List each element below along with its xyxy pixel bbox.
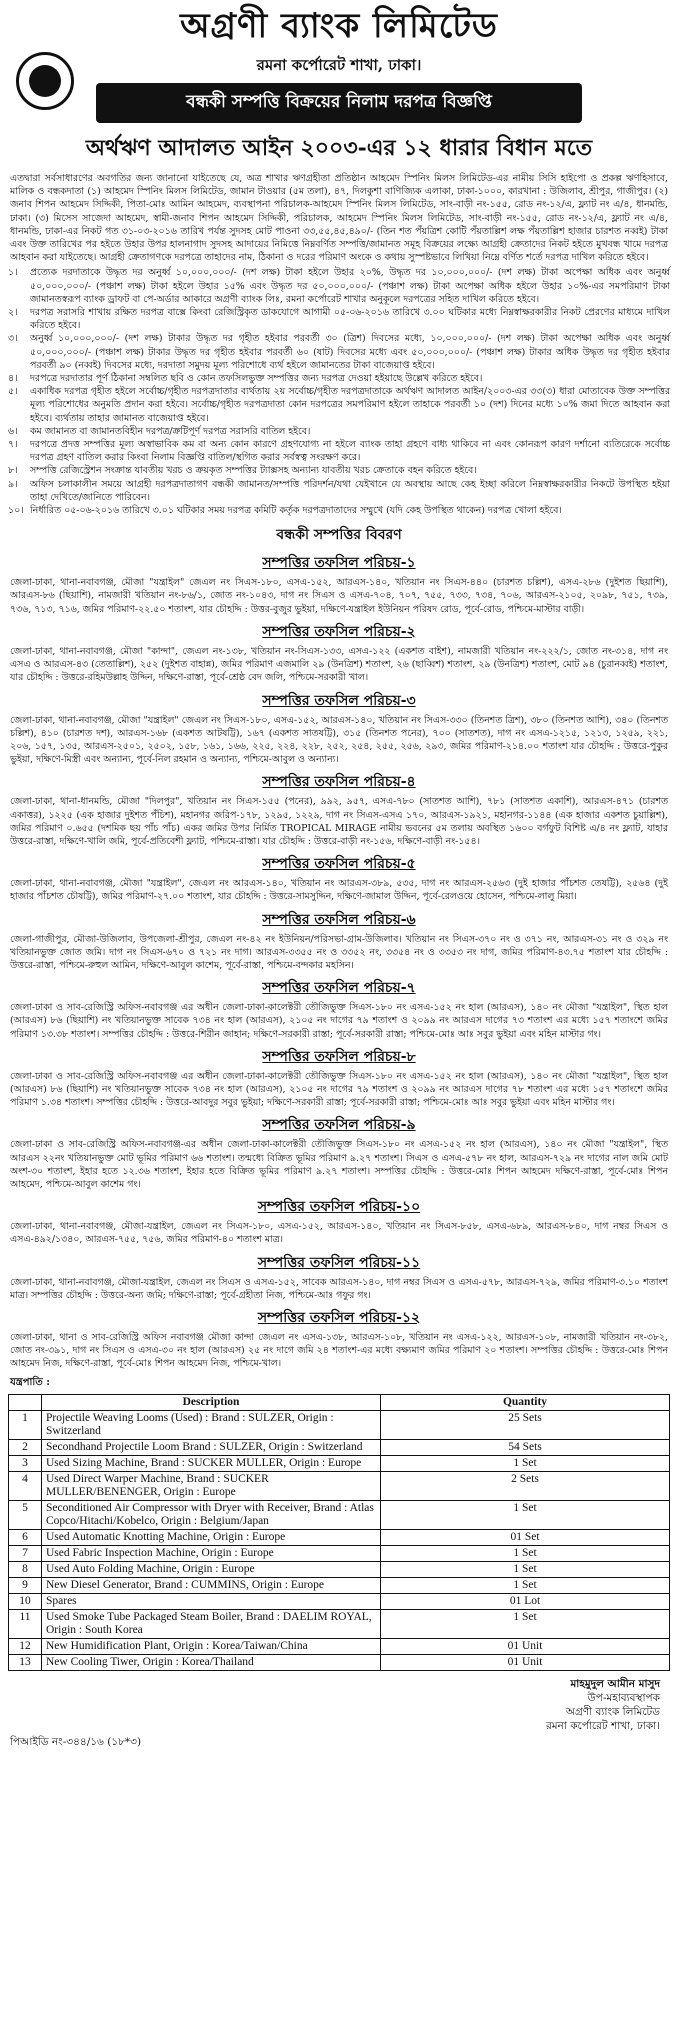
- property-section: [8, 689, 670, 767]
- signature-block: [8, 1677, 660, 1733]
- intro-paragraph: এতদ্বারা সর্বসাধারণের অবগতির জন্য জানানো যাইতেছে যে, অত্র শাখার ঋণগ্রহীতা প্রতিষ্ঠান আহমেদ স্পিনিং মিলস লিমিটেড-এর নামীয় সিসি হাইপো ও প্রকল্প ঋণহিসাবে, মালিক ও বন্ধকদাতা (১) আহমেদ স্পিনিং মিলস লিমিটেড, জামান টাওয়ার (৫ম তলা), ৪৭, দিলকুশা বাণিজ্যিক এলাকা, ঢাকা-১০০০, কারখানা : উজিলাব, শ্রীপুর, গাজীপুর। (২) জনাব শিপন আহমেদ সিদ্দিকী, পিতা-মোঃ আমিন আহমেদ, ব্যবস্থাপনা পরিচালক-আহমেদ স্পিনিং মিলস লিমিটেড, সাং-বাড়ী নং-১৫৫, রোড নং-১২/এ, ফ্ল্যাট নং এ/৪, ধানমন্ডি, ঢাকা। (৩) মিসেস সাজেদা আহমেদ, স্বামী-জনাব শিপন আহমেদ সিদ্দিকী, পরিচালক, আহমেদ স্পিনিং মিলস লিমিটেড, সাং-বাড়ী নং-১৫৫, রোড নং-১২/এ, ফ্ল্যাট নং এ/৪, ধানমন্ডি, ঢাকা-এর নিকট গত ৩১-০৩-২০১৬ তারিখ পর্যন্ত সুদসহ মোট পাওনা ৩৩,৫৫,৪৫,৪৯০/- (তিন শত পঁয়ত্রিশ কোটি পঁয়তাল্লিশ লক্ষ পঁয়তাল্লিশ হাজার চারশত নব্বই) টাকা এবং উক্ত তারিখের পর হইতে উহার উপর হালনাগাদ সুদসহ আদায়ের নিমিত্তে নিম্নবর্ণিত সম্পত্তি/জামানত সমূহ বিক্রয়ের লক্ষ্যে আগ্রহী ক্রেতাদের নিকট হইতে মুখবন্ধ খামে দরপত্র আহবান করা যাইতেছে। আগ্রহী ক্রেতাগণকে দরপত্রে তাহাদের নাম, ঠিকানা ও দরের পরিমাণ অংকে ও কথায় সুস্পষ্টভাবে লিখিয়া নিম্নে বর্ণিত শর্তে দরপত্র দাখিল করিতে হইবে।: [10, 173, 668, 264]
- section-title: সম্পত্তির তফসিল পরিচয়-৭: [262, 980, 416, 997]
- term-item: ৩। অনুর্ধ্ব ১০,০০০,০০০/- (দশ লক্ষ) টাকার উদ্ধৃত দর গৃহীত হইবার পরবর্তী ৩০ (ত্রিশ) দিবসের মধ্যে, ১০,০০০,০০০/- (দশ লক্ষ) টাকা অপেক্ষা অধিক এবং অনুর্ধ্ব ৫০,০০০,০০০/- (পঞ্চাশ লক্ষ) টাকার উদ্ধৃত দর গৃহীত হইবার পরবর্তী ৬০ (ষাট) দিবসের মধ্যে এবং ৫০,০০০,০০০/- (পঞ্চাশ লক্ষ) টাকার অধিক উদ্ধৃত দর গৃহীত হইবার পরবর্তী ৯০ (নব্বই) দিবসের মধ্যে, দরদাতা সমুদয় মূল্য পরিশোধে ব্যর্থ হইলে জামানতের টাকা বাজেয়াপ্ত হইবে।: [8, 333, 670, 371]
- section-body: জেলা-ঢাকা ও সাব-রেজিস্ট্রি অফিস-নবাবগঞ্জ এর অধীন জেলা-ঢাকা-কালেক্টরী তৌজিভুক্ত সিএস-১৮০ নং এসএ-১৫২ নং হাল (আরএস), ১৪০ নং মৌজা "যন্ত্রাইল", স্থিত হাল (আরএস) ৮৬ (ছিয়াশি) নং খতিয়ানভুক্ত সাবেক ৭৩৪ নং হাল (আরএস), ২১০৫ নং দাগের ৭৯ শতাংশ ও ২০৯৯ নং আরএস দাগের ৭৮ শতাংশ এর মধ্যে ১৫৭ শতাংশে জমির পরিমাণ ১.৩৪ শতাংশ। সম্পত্তির চৌহদ্দি : উত্তরে-আবদুর সবুর ভুইয়া; দক্ষিণে-সরকারী রাস্তা; পূর্বে-সরকারী রাস্তা; পশ্চিমে-মোঃ আঃ সবুর ভুইয়া এবং মহিন মাস্টার গং।: [10, 1070, 668, 1109]
- table-row: 7 Used Fabric Inspection Machine, Origin : Europe 1 Set: [9, 1545, 670, 1561]
- term-item: ১। প্রত্যেক দরদাতাকে উদ্ধৃত দর অনুর্ধ্ব ১০,০০০,০০০/- (দশ লক্ষ) টাকা হইলে উহার ২০%, উদ্ধৃত দর ১০,০০০,০০০/- (দশ লক্ষ) টাকা অপেক্ষা অধিক এবং অনুর্ধ্ব ৫০,০০০,০০০/- (পঞ্চাশ লক্ষ) টাকা হইলে উহার ১৫% এবং উদ্ধৃত দর ৫০,০০০,০০০/- (পঞ্চাশ লক্ষ) টাকা অপেক্ষা অধিক হইলে উহার ১০%-এর সমপরিমাণ টাকা জামানতস্বরূপ ব্যাংক ড্রাফট বা পে-অর্ডার আকারে অগ্রণী ব্যাংক লিঃ, রমনা কর্পোরেট শাখার অনুকূলে দরপত্রের সহিত দাখিল করিতে হইবে।: [8, 267, 670, 305]
- section-body: জেলা-ঢাকা, থানা-নবাবগঞ্জ, মৌজা "যন্ত্রাইল", জেএল নং আরএস-১৪০, খতিয়ান নং আরএস-৩৮৯, ৫৩৫, দাগ নং আরএস-২৫৬৩ (দুই হাজার পাঁচশত তেষট্টি), ২৫৬৪ (দুই হাজার পাঁচশত চৌষট্টি), জমির পরিমাণ-২৭.০০ শতাংশ, যার চৌহদ্দি : উত্তরে-সামসুদ্দিন, দক্ষিণে-জামাল উদ্দিন, পূর্বে-রেলওয়ে হোসেন, পশ্চিমে-লালু মিয়া।: [10, 878, 668, 903]
- property-section: [8, 620, 670, 685]
- section-title: সম্পত্তির তফসিল পরিচয়-৯: [262, 1117, 416, 1134]
- table-header-row: [9, 1394, 670, 1410]
- quantity-header: Quantity: [381, 1394, 670, 1410]
- table-row: 3 Used Sizing Machine, Brand : SUCKER MULLER, Origin : Europe 1 Set: [9, 1455, 670, 1471]
- table-row: 2 Secondhand Projectile Loom Brand : SULZER, Origin : Switzerland 54 Sets: [9, 1439, 670, 1455]
- table-row: 12 New Humidification Plant, Origin : Korea/Taiwan/China 01 Unit: [9, 1638, 670, 1654]
- section-body: জেলা-ঢাকা, থানা-নবাবগঞ্জ, মৌজা "কান্দা", জেএল নং-১৩৮, খতিয়ান নং-সিএস-১৩৩, এসএ-১২২ (একশত বাইশ), নামজারী খতিয়ান নং-২২২/১, জোত নং-৩১৪, দাগ নং এসএ ও আরএস-৪৩ (তেতাল্লিশ), ২৫২ (দুইশত বাহান্ন), জমির পরিমাণ এজমালি ২৯ (উনত্রিশ) শতাংশ, ২৬ (ছাব্বিশ) শতাংশ, ২৯ (উনত্রিশ) শতাংশ, মোট ৯৪ (চুরানব্বই) শতাংশ, যার চৌহদ্দি : উত্তরে-রহিমউল্লাহ উদ্দিন, দক্ষিণে-রাস্তা, পূর্বে-শ্রেষ্ঠ বেদ জলি, পশ্চিমে-সরকারী খাল।: [10, 645, 668, 684]
- section-body: জেলা-গাজীপুর, মৌজা-উজিলাব, উপজেলা-শ্রীপুর, জেএল নং-৪২ নং ইউনিয়ন/পরিসভা-গ্রাম-উজিলাব। খতিয়ান নং সিএস-৩৭০ নং ও ৩৭১ নং, আরএস-৩১ নং ও ৩২৯ নং খতিয়ানভুক্ত জোত জমি। দাগ নং সিএস-৬৭০ ও ৭২১ নং দাগ। আরএস-৩৩৫৫ নং ও ৩৩৫২ নং, ৩৩৫৪ নং ও ৩৩৫৩ নং দাগ, জমির পরিমাণ-৪৩.৭৫ শতাংশ যার চৌহদ্দি : উত্তরে-রাস্তা, পশ্চিমে-রুহুল আমিন, দক্ষিণে-আবুল কাশেম, পূর্বে-রাস্তা, পশ্চিমে-বন্দকার মহসিন।: [10, 933, 668, 971]
- bank-logo: [16, 52, 74, 110]
- table-row: 10 Spares 01 Lot: [9, 1593, 670, 1609]
- section-body: জেলা-ঢাকা ও সাব-রেজিস্ট্রি অফিস-নবাবগঞ্জ-এর অধীন জেলা-ঢাকা-কালেক্টরী তৌজিভুক্ত সিএস-১৮০ নং এসএ-১৫২ নং হাল (আরএস), ১৪০ নং মৌজা "যন্ত্রাইল", স্থিত আরএস ২২নং খতিয়ানভুক্ত মোট ভূমির পরিমাণ ৬৬ শতাংশ। তন্মধ্যে বিক্রিত ভূমির পরিমাণ ৯.২৭ শতাংশ। সিএস ও এসএ-৫৭৮ নং হাল, আরএস-৭২৯ নং দাগের নাল জমি মোট অংশ-৩০ শতাংশ, ইহার হতে ১২.৩৬ শতাংশ, ইহার হতে বিক্রিত ভূমির পরিমাণ ৯.২৭ শতাংশ। সম্পত্তির চৌহদ্দি : উত্তরে-মোঃ শিপন আহমেদ দক্ষিণে-রাস্তা, পূর্বে-মোঃ শিপন আহমেদ, পশ্চিমে-আবুল কাশেম গং।: [10, 1139, 668, 1190]
- term-item: ৯। অফিস চলাকালীন সময়ে আগ্রহী দরপত্রদাতাগণ বন্ধকী জামানত/সম্পত্তি পরিদর্শন/যথা যেইখানে যে অবস্থায় আছে কেহ ইচ্ছা করিলে নিম্নস্বাক্ষরকারীর নিকটে উপস্থিত হইয়া তাহা দেখিতে/জানিতে পারিবেন।: [8, 478, 670, 503]
- section-body: জেলা-ঢাকা, থানা ও সাব-রেজিস্ট্রি অফিস নবাবগঞ্জ মৌজা কান্দা জেএল নং এসএ-১৩৮, আরএস-১০৮, খতিয়ান নং এসএ-১২২, আরএস-১০৮, নামজারী খতিয়ান নং-৩৮২, জোত নং-৩৯১, দাগ নং সিএস ও এসএ-৩০ নং হাল (আরএস) ২৫ নং দাগে জমি ২৪ শতাংশ-এর মধ্যে বক্ষ্যমাণ জমির পরিমাণ ২০ শতাংশ। সম্পত্তির চৌহদ্দি : উত্তরে-মোঃ শিপন আহমেদ নিজ, দক্ষিণে-রাস্তা, পূর্বে-মোঃ শিপন আহমেদ নিজ, পশ্চিমে-খাল।: [10, 1331, 668, 1370]
- section-body: জেলা-ঢাকা, থানা-নবাবগঞ্জ, মৌজা "যন্ত্রাইল" জেএল নং সিএস-১৮০, এসএ-১৫২, আরএস-১৪০, খতিয়ান নং সিএস-৩৩০ (তিনশত ত্রিশ), ৩৮০ (তিনশত আশি), ৩৪০ (তিনশত চল্লিশ), ৪১০ (চারশত দশ), আরএস-১৬৮ (একশত আটষট্টি), ১৬৭ (একশত সাতষট্টি), ৩১৫ (তিনশত পনের), ৭০০ (সাতশত), দাগ নং এসএ-১২১৫, ১২১৩, ১২৫৯, ২২১, ২০৬, ১৫৭, ১৩৫, আরএস-২৫০১, ২৫০২, ১৫৮, ১৬১, ১৬৬, ২২৫, ২২৪, ২২৮, ২৫২, ২৫৪, ২৫৫, ২৫৬, ২৯৩, জমির পরিমাণ-২১৪.০০ শতাংশ যার চৌহদ্দি : উত্তরে-পুকুর ভুইয়া, দক্ষিণে-মিস্ত্রী এবং অন্যান্য, পূর্বে-নিল রহমান ও অন্যান্য, পশ্চিমে-আবুল ও অন্যান্য।: [10, 714, 668, 766]
- tender-notice: [8, 0, 670, 1752]
- term-item: ৭। দরপত্রে প্রদত্ত সম্পত্তির মূল্য অস্বাভাবিক কম বা অন্য কোন কারণে গ্রহণযোগ্য না হইলে ব্যাংক তাহা গ্রহণে বাধ্য থাকিবে না এবং কোনরূপ কারণ দর্শানো ব্যতিরেকে সর্বোচ্চ দরপত্র গ্রহণ বাতিল করার কিংবা নিলাম বিজ্ঞপ্তি বাতিল/স্থগিত করার সর্বস্বত্ব সংরক্ষণ করে।: [8, 439, 670, 464]
- property-section: [8, 908, 670, 973]
- section-title: সম্পত্তির তফসিল পরিচয়-২: [262, 623, 416, 640]
- signatory-bank: অগ্রণী ব্যাংক লিমিটেড: [565, 1705, 660, 1718]
- table-row: 13 New Cooling Tiwer, Origin : Korea/Thailand 01 Unit: [9, 1654, 670, 1670]
- section-title: সম্পত্তির তফসিল পরিচয়-৪: [262, 774, 416, 791]
- section-title: সম্পত্তির তফসিল পরিচয়-৫: [262, 856, 416, 873]
- section-title: সম্পত্তির তফসিল পরিচয়-১০: [257, 1199, 421, 1216]
- section-body: জেলা-ঢাকা, থানা-নবাবগঞ্জ, মৌজা-যন্ত্রাইল, জেএল নং সিএস-১৮০, এসএ-১৫২, আরএস-১৪০, খতিয়ান নং সিএস-৮৫৮, এসএ-৬৮৯, আরএস-৮৪০, দাগ নম্বর সিএস ও এসএ-৪৯২/১৩৪০, আরএস-৭৫৫, ৭৫৬, জমির পরিমাণ-৪০ শতাংশ মাত্র।: [10, 1221, 668, 1246]
- section-body: জেলা-ঢাকা, থানা-নবাবগঞ্জ, মৌজা-যন্ত্রাইল, জেএল নং সিএস ও এসএ-১৫২, সাবেক আরএস-১৪০, দাগ নম্বর সিএস ও এসএ-৫৭৮, আরএস-৭২৯, জমির পরিমাণ-৩.১০ শতাংশ মাত্র। সম্পত্তির চৌহদ্দি : উত্তরে-অন্য জমি; দক্ষিণে-রাস্তা; পূর্বে-গ্রহীতা নিজ, পশ্চিমে-আঃ গফুর গং।: [10, 1276, 668, 1301]
- table-row: 1 Projectile Weaving Looms (Used) : Brand : SULZER, Origin : Switzerland 25 Sets: [9, 1410, 670, 1439]
- table-row: 9 New Diesel Generator, Brand : CUMMINS, Origin : Europe 1 Set: [9, 1577, 670, 1593]
- property-section: [8, 852, 670, 903]
- section-title: সম্পত্তির তফসিল পরিচয়-৩: [262, 692, 416, 709]
- branch-name: রমনা কর্পোরেট শাখা, ঢাকা।: [256, 56, 422, 74]
- notice-title: বন্ধকী সম্পত্তি বিক্রয়ের নিলাম দরপত্র বিজ্ঞপ্তি: [96, 83, 582, 123]
- signatory-name: মাহমুদুল আমীন মাসুদ: [570, 1677, 660, 1690]
- term-item: ৬। কম জামানত বা জামানতবিহীন দরপত্র/ক্রটিপূর্ণ দরপত্র সরাসরি বাতিল হইবে।: [8, 425, 311, 437]
- law-reference: অর্থঋণ আদালত আইন ২০০৩-এর ১২ ধারার বিধান মতে: [85, 135, 593, 161]
- section-title: সম্পত্তির তফসিল পরিচয়-৮: [262, 1048, 416, 1065]
- pid-reference: পিআইডি নং-৩৪৪/১৬ (১৮*৩): [10, 1735, 142, 1748]
- section-title: সম্পত্তির তফসিল পরিচয়-১: [262, 555, 416, 572]
- property-section: [8, 770, 670, 848]
- table-row: 6 Used Automatic Knotting Machine, Origin : Europe 01 Set: [9, 1529, 670, 1545]
- machinery-table: [8, 1394, 670, 1671]
- description-header: Description: [42, 1394, 381, 1410]
- table-row: 8 Used Auto Folding Machine, Origin : Europe 1 Set: [9, 1561, 670, 1577]
- signatory-designation: উপ-মহাব্যবস্থাপক: [587, 1691, 660, 1704]
- signatory-branch: রমনা কর্পোরেট শাখা, ঢাকা।: [545, 1719, 660, 1732]
- property-section: [8, 1045, 670, 1110]
- table-row: 4 Used Direct Warper Machine, Brand : SUCKER MULLER/BENENGER, Origin : Europe 2 Sets: [9, 1471, 670, 1500]
- table-row: 11 Used Smoke Tube Packaged Steam Boiler, Brand : DAELIM ROYAL, Origin : South Korea 1 Set: [9, 1609, 670, 1638]
- term-item: ২। দরপত্র সরাসরি শাখায় রক্ষিত দরপত্র বাক্সে কিংবা রেজিস্ট্রিকৃত ডাকযোগে আগামী ০৫-০৬-২০১৬ তারিখে ৩.০০ ঘটিকার মধ্যে নিম্নস্বাক্ষরকারীর নিকট প্রেরণের মাধ্যমে দাখিল করিতে হইবে।: [8, 307, 670, 332]
- terms-list: [8, 266, 670, 517]
- sl-header: [9, 1394, 42, 1410]
- property-section: [8, 1251, 670, 1302]
- property-section: [8, 1306, 670, 1371]
- property-section: [8, 976, 670, 1041]
- term-item: ১০। নির্ধারিত ০৫-০৬-২০১৬ তারিখে ৩.০১ ঘটিকার সময় দরপত্র কমিটি কর্তৃক দরপত্রদাতাদের সম্মুখে (যদি কেহ উপস্থিত থাকেন) দরপত্র খোলা হইবে।: [8, 505, 562, 517]
- machinery-label: যন্ত্রপাতি :: [10, 1376, 50, 1388]
- section-title: সম্পত্তির তফসিল পরিচয়-৬: [262, 911, 416, 928]
- bank-name: অগ্রণী ব্যাংক লিমিটেড: [180, 6, 498, 46]
- term-item: ৫। একাধিক দরপত্র গৃহীত হইলে সর্বোচ্চ/গৃহীত দরপত্রদাতার ব্যর্থতায় ২য় সর্বোচ্চ/গৃহীত দরপত্রদাতাকে অর্থঋণ আদালত আইন/২০০৩-এর ৩৩(৩) ধারা মোতাবেক উক্ত সম্পত্তির মূল্য পরিশোধের অনুমতি প্রদান করা হইবে। সর্বোচ্চ/গৃহীত দরপত্রদাতা কোন দরপত্রের সমপরিমাণ হইলে তাহাকে পরবর্তী ১০ (দশ) দিনের মধ্যে ১০% জমা দিতে আহবান করা হইবে। ব্যর্থতায় তাহার জামানত বাজেয়াপ্ত হইবে।: [8, 386, 670, 424]
- term-item: ৪। দরপত্রে দরদাতার পূর্ণ ঠিকানা সম্বলিত ছবি ও কোন তফসিলভুক্ত সম্পত্তির জন্য দরপত্র দেওয়া হইয়াছে উল্লেখ করিতে হইবে।: [8, 373, 483, 385]
- section-body: জেলা-ঢাকা ও সাব-রেজিস্ট্রি অফিস-নবাবগঞ্জ এর অধীন জেলা-ঢাকা-কালেক্টরী তৌজিভুক্ত সিএস-১৮০ নং এসএ-১৫২ নং হাল (আরএস), ১৪০ নং মৌজা "যন্ত্রাইল", স্থিত হাল (আরএস) ৮৬ (ছিয়াশি) নং খতিয়ানভুক্ত সাবেক ৭৩৪ নং হাল (আরএস), ২১০৫ নং দাগের ৭৯ শতাংশ ও ২০৯৯ নং আরএস দাগের ৭৩ শতাংশ এর মধ্যে ১৫৭ শতাংশে জমির পরিমাণ ১৩.৩৮ শতাংশ। সম্পত্তির চৌহদ্দি : উত্তরে-শিরীন জাহান; দক্ষিণে-সরকারী রাস্তা; পূর্বে-সরকারী রাস্তা; পশ্চিমে-মোঃ আঃ সবুর ভুইয়া এবং মহিন মাস্টার গং।: [10, 1002, 668, 1040]
- section-title: সম্পত্তির তফসিল পরিচয়-১১: [257, 1254, 421, 1271]
- section-body: জেলা-ঢাকা, থানা-নবাবগঞ্জ, মৌজা "যন্ত্রাইল" জেএল নং সিএস-১৮০, এসএ-১৫২, আরএস-১৪০, খতিয়ান নং সিএস-৪৪০ (চারশত চল্লিশ), এসএ-২৮৬ (দুইশত ছিয়াশি), আরএস-৮৬ (ছিয়াশি), নামজারী খতিয়ান নং-৮৬/১, জোত নং-১০৪৩, দাগ নং সিএস ও এসএ-৭০৪, ৭০৭, ৭৫৫, ৭৩৩, ৭৩৪, ৭০৬, আরএস-২১০৫, ২০৯৮, ৭৫১, ৭৩৯, ৭৩৬, ৭১৩, ৭১৬, জমির পরিমাণ-২২.৫০ শতাংশ, যার চৌহদ্দি : উত্তর-বুজুর ভুইয়া, দক্ষিণে-যন্ত্রাইল ইউনিয়ন পরিষদ রোড, পূর্বে-রোড, পশ্চিমে-মাস্টার বাড়ী।: [10, 577, 668, 615]
- property-section: [8, 551, 670, 616]
- section-title: সম্পত্তির তফসিল পরিচয়-১২: [257, 1309, 421, 1326]
- property-section: [8, 1195, 670, 1246]
- property-section: [8, 1113, 670, 1191]
- property-heading: বন্ধকী সম্পত্তির বিবরণ: [276, 527, 402, 544]
- section-body: জেলা-ঢাকা, থানা-ধানমন্ডি, মৌজা "দিলপুর", খতিয়ান নং সিএস-১৫৫ (পনের), ৯৯২, ৯৫৭, এসএ-৭৮০ (সাতশত আশি), ৭৮১ (সাতশত একাশি), আরএস-৪৭১ (চারশত একাত্তর), ১২২৫ (এক হাজার দুইশত পঁচিশ), মহানগর জরিপ-১৭৮, ১২৯৫, ১২২৯, দাগ নং সিএস-এসএ ১৭০, আরএস-১৯২১, মহানগর-১১৪৪ (এক হাজার একশত চুয়াল্লিশ), জমির পরিমাণ ০.৬৫৫ (দশমিক ছয় পাঁচ পাঁচ) একর জমির উপর নির্মিত TROPICAL MIRAGE নামীয় ভবনের ৫ম তলায় অবস্থিত ১৬০০ বর্গফুট বিশিষ্ট এ/৪ নং ফ্ল্যাট, যাহার উত্তরে-রাস্তা, দক্ষিণে-খালি জমি, পূর্বে-প্রতিবেশী ফ্ল্যাট, পশ্চিমে-রাস্তা। যার চৌহদ্দি : উত্তরে-বাড়ী নং-১৫৬, দক্ষিণে-বাড়ী নং-১৫৪।: [10, 796, 668, 847]
- term-item: ৮। সম্পত্তি রেজিস্ট্রেশন সংক্রান্ত যাবতীয় খরচ ও ক্রয়কৃত সম্পত্তির ট্যাক্সসহ অন্যান্য যাবতীয় খরচ ক্রেতাকে বহন করিতে হইবে।: [8, 465, 477, 477]
- table-row: 5 Seconditioned Air Compressor with Dryer with Receiver, Brand : Atlas Copco/Hitachi/Kobelco, Origin : Belgium/Japan 1 Set: [9, 1500, 670, 1529]
